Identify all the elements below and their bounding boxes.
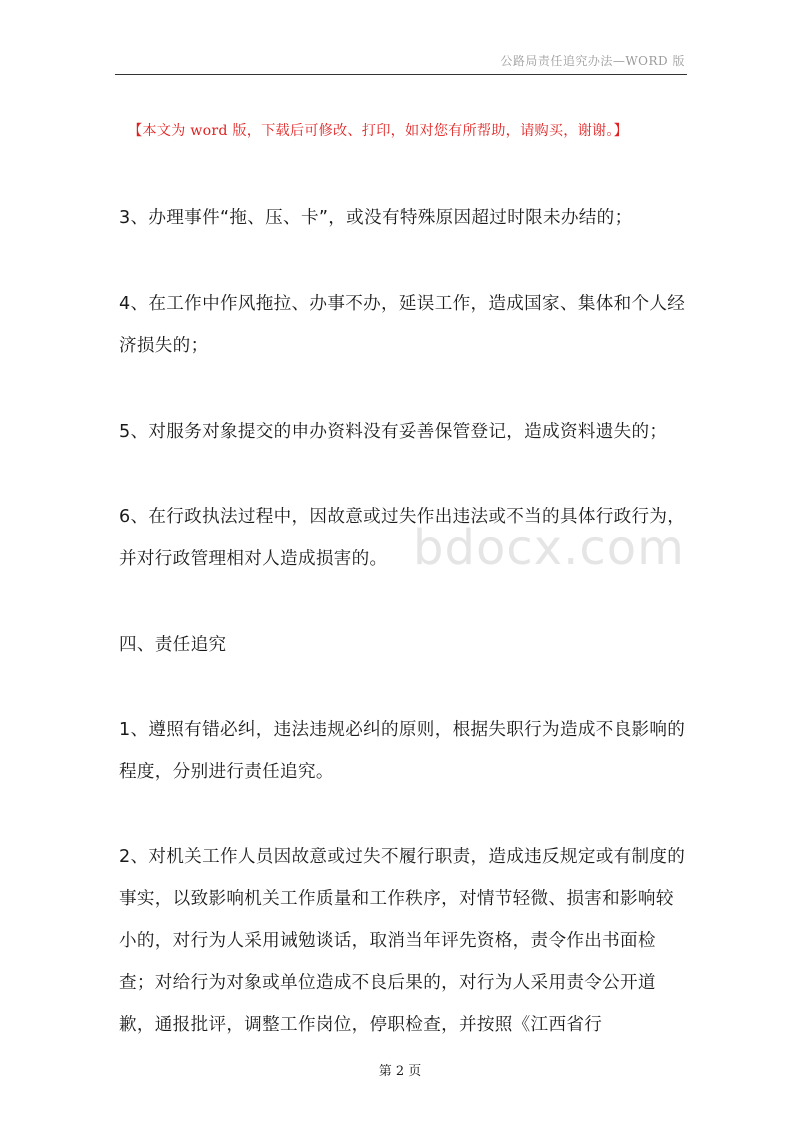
paragraph-rule-2: 2、对机关工作人员因故意或过失不履行职责，造成违反规定或有制度的事实，以致影响机关工作质量和工作秩序，对情节轻微、损害和影响较小的，对行为人采用诫勉谈话，取消当年评先资格，责令作出书面检查；对给行为对象或单位造成不良后果的，对行为人采用责令公开道歉，通报批评，调整工作岗位，停职检查，并按照《江西省行 — [119, 847, 686, 1035]
paragraph-item-4: 4、在工作中作风拖拉、办事不办，延误工作，造成国家、集体和个人经济损失的； — [119, 294, 686, 356]
header-rule — [115, 74, 687, 75]
header-title: 公路局责任追究办法—WORD 版 — [500, 54, 685, 68]
page-number: 第 2 页 — [378, 1064, 422, 1079]
purchase-notice: 【本文为 word 版，下载后可修改、打印，如对您有所帮助，请购买，谢谢。】 — [128, 123, 629, 139]
paragraph-item-5: 5、对服务对象提交的申办资料没有妥善保管登记，造成资料遗失的； — [119, 422, 668, 442]
paragraph-rule-1: 1、遵照有错必纠，违法违规必纠的原则，根据失职行为造成不良影响的程度，分别进行责任追究。 — [119, 720, 686, 782]
paragraph-item-6: 6、在行政执法过程中，因故意或过失作出违法或不当的具体行政行为，并对行政管理相对人造成损害的。 — [119, 507, 686, 569]
watermark: bdocx.com — [413, 520, 685, 576]
section-heading: 四、责任追究 — [119, 635, 227, 655]
paragraph-item-3: 3、办理事件“拖、压、卡”，或没有特殊原因超过时限未办结的； — [119, 208, 633, 228]
